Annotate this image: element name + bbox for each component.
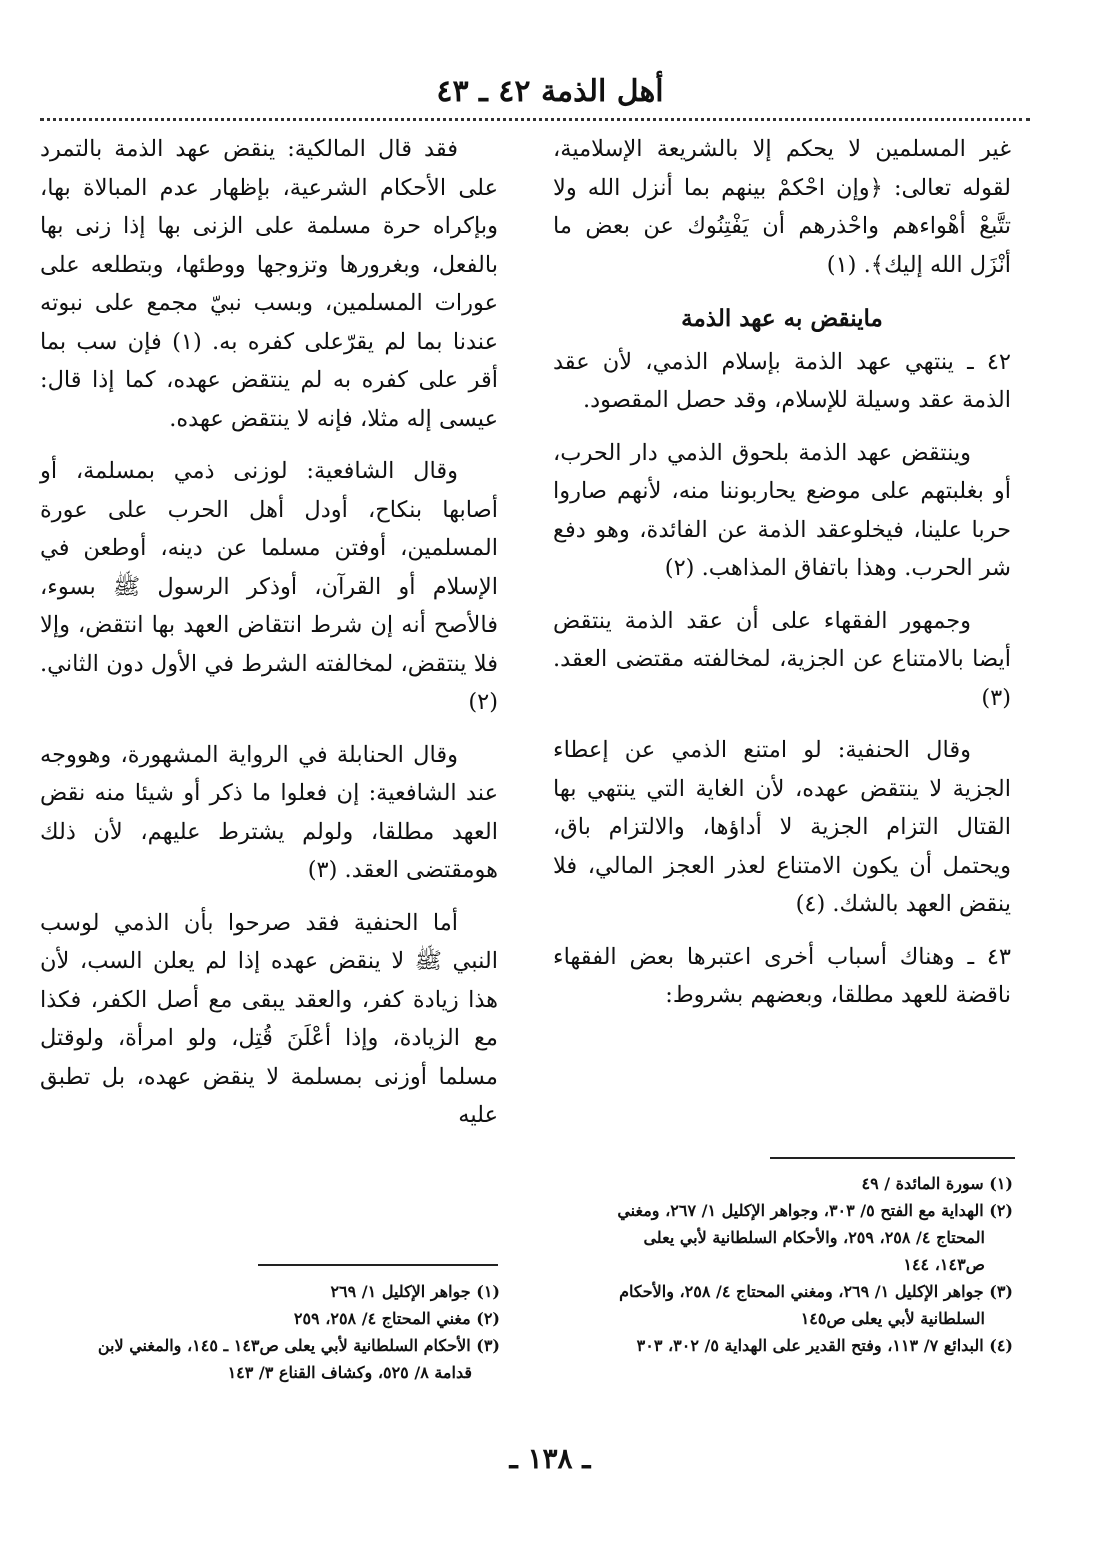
- footnote-rule: [770, 1157, 1015, 1159]
- footnote: (١) جواهر الإكليل ١/ ٢٦٩: [330, 1282, 500, 1301]
- footnote: (٣) الأحكام السلطانية لأبي يعلى ص١٤٣ ـ ١٤٥، والمغني لابن: [97, 1336, 500, 1355]
- left-column: [40, 130, 498, 1149]
- footnote-continuation: قدامة ٨/ ٥٢٥، وكشاف القناع ٣/ ١٤٣: [227, 1363, 472, 1382]
- page-number: ـ ١٣٨ ـ: [509, 1442, 591, 1475]
- footnotes-left: [40, 1278, 500, 1386]
- paragraph: فقد قال المالكية: ينقض عهد الذمة بالتمرد على الأحكام الشرعية، بإظهار عدم المبالاة بها، وبإكراه حرة مسلمة على الزنى بها إذا زنى بها بالفعل، وبغرورها وتزوجها ووطئها، وبتطلعه على عورات المسلمين، وبسب نبيّ مجمع على نبوته عندنا بما لم يقرّعلى كفره به. (١) فإن سب بما أقر على كفره به لم ينتقض عهده، كما إذا قال: عيسى إله مثلا، فإنه لا ينتقض عهده.: [40, 136, 498, 432]
- footnote: (٣) جواهر الإكليل ١/ ٢٦٩، ومغني المحتاج ٤/ ٢٥٨، والأحكام: [619, 1282, 1013, 1301]
- footnotes-right: [553, 1170, 1013, 1359]
- footnote-rule: [258, 1264, 498, 1266]
- right-column: [553, 130, 1011, 1029]
- header-dotted-rule: [40, 118, 1030, 121]
- paragraph: ٤٢ ـ ينتهي عهد الذمة بإسلام الذمي، لأن عقد الذمة عقد وسيلة للإسلام، وقد حصل المقصود.: [553, 348, 1011, 413]
- paragraph: ٤٣ ـ وهناك أسباب أخرى اعتبرها بعض الفقهاء ناقضة للعهد مطلقا، وبعضهم بشروط:: [553, 943, 1011, 1008]
- footnote: (٢) مغني المحتاج ٤/ ٢٥٨، ٢٥٩: [293, 1309, 500, 1328]
- footnote-continuation: السلطانية لأبي يعلى ص١٤٥: [800, 1309, 985, 1328]
- section-heading: ماينقض به عهد الذمة: [681, 305, 883, 332]
- paragraph: غير المسلمين لا يحكم إلا بالشريعة الإسلامية، لقوله تعالى: ﴿وإن احْكمْ بينهم بما أنزل الله ولا تتَّبعْ أهْواءهم واحْذرهم أن يَفْتِنُوك عن بعض ما أنْزَل الله إليك﴾. (١): [553, 136, 1011, 278]
- footnote-continuation: المحتاج ٤/ ٢٥٨، ٢٥٩، والأحكام السلطانية لأبي يعلى: [643, 1228, 985, 1247]
- footnote-continuation: ص١٤٣، ١٤٤: [903, 1255, 985, 1274]
- paragraph: وقال الحنابلة في الرواية المشهورة، وهووجه عند الشافعية: إن فعلوا ما ذكر أو شيئا منه نقض العهد مطلقا، ولولم يشترط عليهم، لأن ذلك هومقتضى العقد. (٣): [40, 741, 498, 883]
- running-header: أهل الذمة ٤٢ ـ ٤٣: [436, 74, 664, 109]
- paragraph: وقال الشافعية: لوزنى ذمي بمسلمة، أو أصابها بنكاح، أودل أهل الحرب على عورة المسلمين، أوفتن مسلما عن دينه، أوطعن في الإسلام أو القرآن، أوذكر الرسول ﷺ بسوء، فالأصح أنه إن شرط انتقاض العهد بها انتقض، وإلا فلا ينتقض، لمخالفته الشرط في الأول دون الثاني. (٢): [40, 458, 498, 715]
- paragraph: أما الحنفية فقد صرحوا بأن الذمي لوسب النبي ﷺ لا ينقض عهده إذا لم يعلن السب، لأن هذا زيادة كفر، والعقد يبقى مع أصل الكفر، فكذا مع الزيادة، وإذا أعْلَنَ قُتِل، ولو امرأة، ولوقتل مسلما أوزنى بمسلمة لا ينقض عهده، بل تطبق عليه: [40, 909, 498, 1128]
- footnote: (٢) الهداية مع الفتح ٥/ ٣٠٣، وجواهر الإكليل ١/ ٢٦٧، ومغني: [617, 1201, 1013, 1220]
- paragraph: وينتقض عهد الذمة بلحوق الذمي دار الحرب، أو بغلبتهم على موضع يحاربوننا منه، لأنهم صاروا حربا علينا، فيخلوعقد الذمة عن الفائدة، وهو دفع شر الحرب. وهذا باتفاق المذاهب. (٢): [553, 439, 1011, 581]
- paragraph: وقال الحنفية: لو امتنع الذمي عن إعطاء الجزية لا ينتقض عهده، لأن الغاية التي ينتهي بها القتال التزام الجزية لا أداؤها، والالتزام باق، ويحتمل أن يكون الامتناع لعذر العجز المالي، فلا ينقض العهد بالشك. (٤): [553, 737, 1011, 917]
- footnote: (١) سورة المائدة / ٤٩: [861, 1174, 1013, 1193]
- paragraph: وجمهور الفقهاء على أن عقد الذمة ينتقض أيضا بالامتناع عن الجزية، لمخالفته مقتضى العقد. (٣): [553, 607, 1011, 711]
- footnote: (٤) البدائع ٧/ ١١٣، وفتح القدير على الهداية ٥/ ٣٠٢، ٣٠٣: [636, 1336, 1013, 1355]
